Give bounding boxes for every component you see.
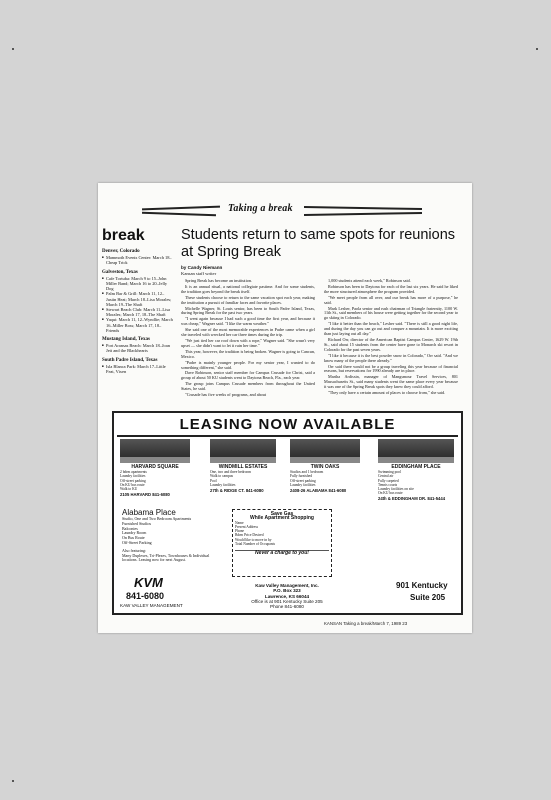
coupon-field[interactable]: Bdrm Price Desired bbox=[235, 533, 264, 538]
concert-listing bbox=[102, 227, 174, 374]
property-feature: Fully furnished bbox=[290, 474, 313, 479]
paragraph: Martha Ardissin, manager of Mangsmour Travel Services, 801 Massachusetts St., said many students went the same place every year because it was one of the Spring Break spots they knew they could afford. bbox=[324, 374, 458, 390]
paragraph: "Padre is mainly younger people. For my senior year, I wanted to do something different," she said. bbox=[181, 359, 315, 370]
building-photo bbox=[378, 439, 454, 463]
property-feature: Laundry facilities bbox=[120, 474, 146, 479]
page-footer: KANSAN Taking a break/March 7, 1989 23 bbox=[324, 621, 408, 626]
property-name: HARVARD SQUARE bbox=[131, 464, 179, 470]
property-eddingham-place bbox=[378, 439, 454, 502]
property-feature: Fully carpeted bbox=[378, 478, 399, 483]
property-feature: Laundry facilities bbox=[290, 482, 316, 487]
alabama-feature: Laundry Room bbox=[122, 530, 147, 536]
paragraph: Robinson has been to Daytona for each of the last six years. He said he liked the more structured atmosphere the program provided. bbox=[324, 283, 458, 294]
property-feature: Tennis courts bbox=[378, 482, 398, 487]
mail-line: Lawrence, KS 66044 bbox=[264, 593, 310, 599]
scan-dot bbox=[12, 780, 14, 782]
property-feature: Swimming pool bbox=[378, 470, 402, 475]
property-feature: On KU bus route bbox=[378, 491, 403, 496]
listing-item: ■ Mammoth Events Center: March 18–Cheap Trick bbox=[102, 255, 174, 265]
paragraph: "I like it because it is the best powder snow in Colorado," Orr said. "And we know many of the people there already." bbox=[324, 352, 458, 363]
paragraph: 1,000 students attend each week," Robinson said. bbox=[328, 278, 411, 283]
banner-wave-left bbox=[142, 212, 216, 217]
kvm-name: KAW VALLEY MANAGEMENT bbox=[120, 603, 183, 608]
property-feature: Off-street parking bbox=[120, 478, 146, 483]
banner-wave-right bbox=[304, 212, 422, 216]
byline-name: by Candy Niemann bbox=[181, 265, 223, 270]
property-twin-oaks bbox=[290, 439, 360, 493]
paragraph: These students choose to return to the same vacation spot each year, making the institution a pursuit of familiar faces and favorite places. bbox=[181, 294, 315, 305]
property-feature: Central air bbox=[378, 474, 394, 479]
kvm-phone: 841-6080 bbox=[126, 591, 165, 601]
paragraph: "I like it better than the beach," Lesher said. "There is still a good night life, and during the day you can go out and conquer a mountain. It is more exciting than just laying out all day." bbox=[324, 321, 458, 337]
coupon-field[interactable]: Name bbox=[235, 520, 244, 525]
paragraph: Michelle Wagner, St. Louis senior, has been to South Padre Island, Texas, during Spring Break for the past two years. bbox=[181, 305, 315, 316]
alabama-feature: Off-Street Parking bbox=[122, 539, 152, 545]
listing-item: ■ Port Aransas Beach: March 18–Joan Jett and the Blackhearts bbox=[102, 343, 174, 353]
building-photo bbox=[290, 439, 360, 463]
coupon-field[interactable]: Would like to move in by bbox=[235, 537, 272, 542]
paragraph: She said one of the most memorable experiences in Padre came when a girl she traveled with wrecked her car three times during the trip. bbox=[181, 327, 315, 338]
ad-headline: LEASING NOW AVAILABLE bbox=[179, 416, 396, 433]
paragraph: The group joins Campus Crusade members from throughout the United States, he said. bbox=[181, 381, 315, 392]
banner-wave-right bbox=[304, 206, 422, 210]
property-name: WINDMILL ESTATES bbox=[218, 464, 268, 470]
listing-item: ■ Cafe Tortuba: March 9 to 15–John Miller Band; March 16 to 20–Jelly Dog bbox=[102, 276, 174, 292]
mail-line: P.O. Box 323 bbox=[273, 588, 301, 594]
scan-dot bbox=[12, 48, 14, 50]
listing-item: ■ Stewart Beach Club: March 11–Lisa Morales; March 17, 18–The Shaft bbox=[102, 307, 174, 317]
property-harvard-square bbox=[120, 439, 190, 497]
kvm-logo: KVM bbox=[134, 575, 163, 590]
save-gas-coupon bbox=[232, 509, 332, 577]
listing-title: break bbox=[102, 227, 145, 244]
coupon-field[interactable]: Phone bbox=[235, 529, 244, 534]
coupon-never-charge: Never a charge to you! bbox=[255, 550, 309, 557]
property-feature: Walk to KU bbox=[120, 487, 138, 492]
mail-line: Office is at 901 Kentucky Suite 205 bbox=[251, 598, 323, 604]
alabama-feature: Balconies bbox=[122, 525, 138, 531]
byline-role: Kansan staff writer bbox=[181, 270, 217, 276]
listing-section: Denver, Colorado bbox=[102, 249, 140, 254]
property-feature: Laundry facilities bbox=[210, 482, 236, 487]
paragraph: Mark Lesher, Paola senior and rush chairman of Triangle fraternity, 1100 W. 11th St., said members of his house were getting together for the second year to go skiing in Colorado. bbox=[324, 305, 458, 321]
property-feature: Studios and 1 bedroom bbox=[290, 470, 324, 475]
kvm-mailing-address bbox=[242, 583, 332, 609]
paragraph: Dave Robinson, senior staff member for Campus Crusade for Christ, said a group of about 50 KU students went to Daytona Beach, Fla., each year. bbox=[181, 370, 315, 381]
building-photo bbox=[120, 439, 190, 463]
coupon-field[interactable]: Present Address bbox=[235, 524, 259, 529]
listing-item: ■ Isla Blanca Park: March 17–Little Feat, Vixen bbox=[102, 364, 174, 374]
listing-item: ■ Palm Bar & Grill: March 11, 12–Justin Heat; March 18–Lisa Morales; March 19–The Shaft bbox=[102, 291, 174, 307]
coupon-subtitle: While Apartment Shopping bbox=[250, 515, 314, 522]
property-address: 2408-26 ALABAMA 841-6080 bbox=[290, 488, 347, 494]
paragraph: This year, however, the tradition is being broken. Wagner is going to Cancun, Mexico. bbox=[181, 348, 315, 359]
banner-title: Taking a break bbox=[228, 203, 293, 214]
banner-wave-left bbox=[142, 206, 220, 211]
alabama-place-block bbox=[122, 508, 217, 563]
article-column-2 bbox=[324, 279, 458, 397]
property-feature: Walk to campus bbox=[210, 474, 234, 479]
property-feature: On KU bus route bbox=[120, 482, 145, 487]
paragraph: "I went again because I had such a good time the first year, and because it was cheap," Wagner said. "I like the warm weather." bbox=[181, 316, 315, 327]
property-windmill-estates bbox=[210, 439, 276, 493]
property-feature: Off-street parking bbox=[290, 478, 316, 483]
coupon-field[interactable]: Total Number of Occupants bbox=[235, 542, 275, 547]
office-address-2: Suite 205 bbox=[410, 593, 446, 602]
article-column-1 bbox=[181, 279, 315, 399]
also-featuring-text: Many Duplexes, Tri-Plexes, Townhouses & Individual locations. Leasing now for next August. bbox=[122, 552, 210, 563]
also-featuring-title: Also featuring: bbox=[122, 547, 147, 553]
mail-line: Phone 841-6080 bbox=[270, 604, 304, 610]
property-address: 24th & EDDINGHAM DR. 841-5444 bbox=[378, 496, 446, 502]
building-photo bbox=[210, 439, 276, 463]
listing-section: Galveston, Texas bbox=[102, 269, 138, 275]
newspaper-page bbox=[98, 183, 472, 633]
paragraph: "We meet people from all over, and our break has more of a purpose," he said. bbox=[324, 294, 458, 305]
alabama-place-name: Alabama Place bbox=[122, 508, 176, 517]
listing-section: South Padre Island, Texas bbox=[102, 357, 158, 363]
alabama-feature: Furnished Studios bbox=[122, 520, 152, 526]
property-feature: Laundry facilities on site bbox=[378, 487, 414, 492]
paragraph: "Crusade has five weeks of programs, and about bbox=[185, 392, 267, 398]
paragraph: "We just tied her car roof down with a rope," Wagner said. "She wasn't very upset — she didn't want to let it ruin her time." bbox=[181, 337, 315, 348]
section-banner bbox=[98, 201, 472, 225]
ad-divider bbox=[117, 435, 458, 437]
property-feature: Pool bbox=[210, 478, 217, 483]
paragraph: Orr said there would not be a group traveling this year because of financial reasons, but reservations for 1990 already are in place. bbox=[324, 363, 458, 374]
mail-line: Kaw Valley Management, Inc. bbox=[255, 583, 319, 588]
paragraph: Richard Orr, director of the American Baptist Campus Center, 1629 W. 19th St., said about 15 students from the center have gone to Monarch ski resort in Colorado for the past seven years. bbox=[324, 336, 458, 352]
paragraph: "They only have a certain amount of places to choose from," she said. bbox=[328, 390, 446, 396]
paragraph: Spring Break has become an institution. bbox=[185, 278, 252, 283]
property-address: 27th & RIDGE CT. 841-6080 bbox=[210, 488, 264, 494]
property-feature: 2 bdrm apartments bbox=[120, 470, 147, 475]
alabama-feature: On Bus Route bbox=[122, 535, 145, 541]
paragraph: It is an annual ritual, a national collegiate pastime. And for some students, the tradition goes beyond the break itself. bbox=[181, 283, 315, 294]
listing-section: Mustang Island, Texas bbox=[102, 337, 150, 343]
alabama-feature: Studio, One and Two Bedroom Apartments bbox=[122, 516, 192, 521]
leasing-advertisement bbox=[112, 411, 463, 615]
property-feature: One, two and three bedroom bbox=[210, 470, 252, 475]
property-address: 2105 HARVARD 841-6080 bbox=[120, 492, 170, 498]
office-address-1: 901 Kentucky bbox=[396, 581, 448, 590]
listing-item: ■ Yaqui: March 11, 12–Wyndlie; March 16–Miller Boss; March 17, 18–Friends bbox=[102, 317, 174, 333]
scan-dot bbox=[536, 48, 538, 50]
article-headline: Students return to same spots for reunions at Spring Break bbox=[181, 227, 456, 260]
coupon-title: Save Gas bbox=[270, 511, 294, 517]
byline bbox=[181, 265, 222, 276]
property-name: TWIN OAKS bbox=[310, 464, 340, 470]
property-name: EDDINGHAM PLACE bbox=[391, 464, 441, 470]
